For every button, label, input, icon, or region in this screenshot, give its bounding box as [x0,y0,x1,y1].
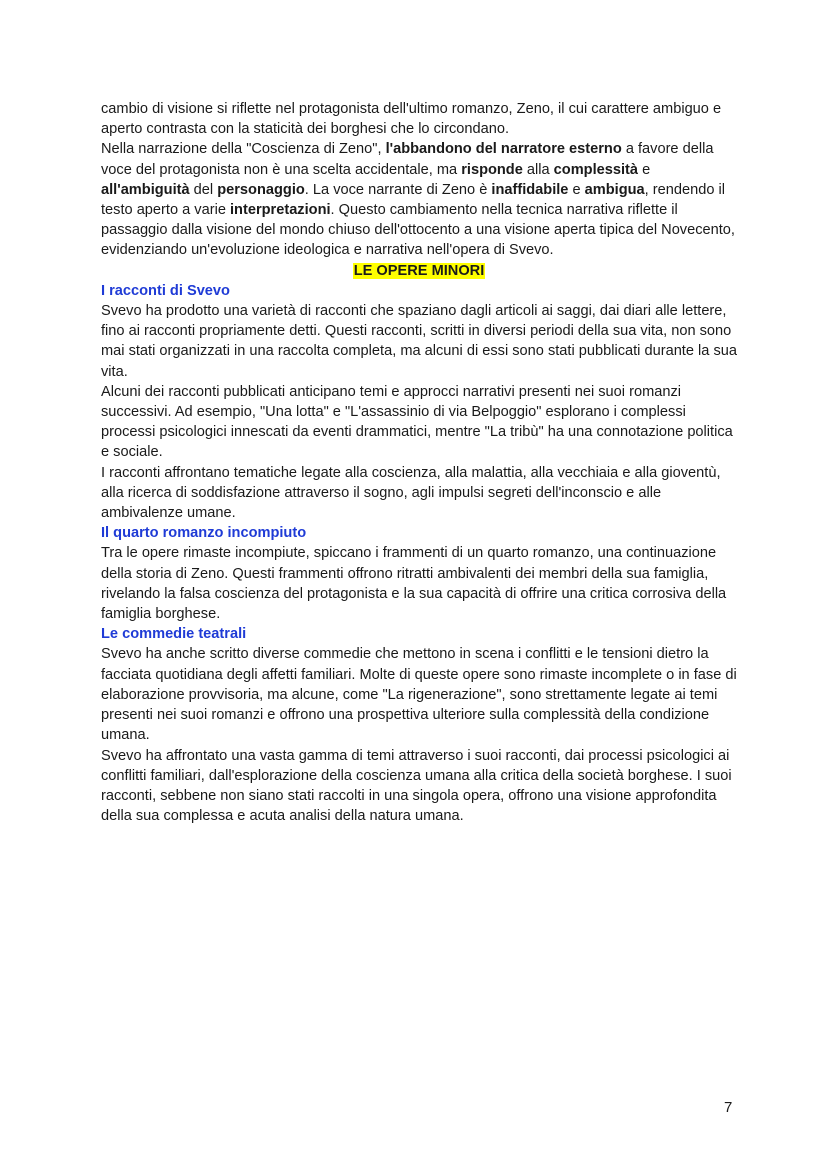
section-title-highlight: LE OPERE MINORI [353,262,485,279]
text-run: . La voce narrante di Zeno è [304,181,492,198]
racconti-paragraph-2: Alcuni dei racconti pubblicati anticipano temi e approcci narrativi presenti nei suoi romanzi successivi. Ad esempio, "Una lotta" e "L'assassinio di via Belpoggio" esplorano i complessi processi psicologici innescati da eventi drammatici, mentre "La tribù" ha una connotazione politica e sociale. [101,383,733,461]
racconti-paragraph-1: Svevo ha prodotto una varietà di racconti che spaziano dagli articoli ai saggi, dai diari alle lettere, fino ai racconti propriamente detti. Questi racconti, scritti in diversi periodi della sua vita, non sono mai stati organizzati in una raccolta completa, ma alcuni di essi sono stati pubblicati durante la sua vita. [101,303,737,380]
bold-phrase: interpretazioni [230,202,331,219]
heading-quarto-romanzo: Il quarto romanzo incompiuto [101,525,307,542]
text-run: a favore della voce del protagonista non è una scelta accidentale, ma [101,141,714,178]
text-run: e [568,181,585,198]
commedie-paragraph-1: Svevo ha anche scritto diverse commedie che mettono in scena i conflitti e le tensioni dietro la facciata quotidiana degli affetti familiari. Molte di queste opere sono rimaste incomplete o in fase di elaborazione provvisoria, ma alcune, come "La rigenerazione", sono strettamente legate ai temi presenti nei suoi romanzi e offrono una prospettiva ulteriore sulla complessità della condizione umana. [101,646,737,744]
commedie-paragraph-2: Svevo ha affrontato una vasta gamma di temi attraverso i suoi racconti, dai processi psicologici ai conflitti familiari, dall'esplorazione della coscienza umana alla critica della società borghese. I suoi racconti, sebbene non siano stati raccolti in una singola opera, offrono una visione approfondita della sua complessa e acuta analisi della natura umana. [101,747,732,825]
bold-phrase: inaffidabile [491,181,569,198]
text-run: alla [522,161,554,178]
quarto-romanzo-paragraph-1: Tra le opere rimaste incompiute, spiccano i frammenti di un quarto romanzo, una continuazione della storia di Zeno. Questi frammenti offrono ritratti ambivalenti dei membri della sua famiglia, rivelando la falsa coscienza del protagonista e la sua capacità di offrire una critica corrosiva della famiglia borghese. [101,545,727,623]
racconti-paragraph-3: I racconti affrontano tematiche legate alla coscienza, alla malattia, alla vecchiaia e alla gioventù, alla ricerca di soddisfazione attraverso il sogno, agli impulsi segreti dell'inconscio e alle ambivalenze umane. [101,464,721,522]
intro-paragraph-2 [101,139,737,260]
text-run: e [638,161,651,178]
intro-paragraph-1: cambio di visione si riflette nel protagonista dell'ultimo romanzo, Zeno, il cui carattere ambiguo e aperto contrasta con la staticità dei borghesi che lo circondano. [101,101,722,138]
page-content [101,99,737,826]
section-title [101,261,737,281]
text-run: . Questo cambiamento nella tecnica narrativa riflette il passaggio dalla visione del mondo chiuso dell'ottocento a una visione aperta tipica del Novecento, evidenziando un'evoluzione ideologica e narrativa nell'opera di Svevo. [101,202,735,259]
page-number: 7 [724,1099,733,1116]
text-run: Nella narrazione della "Coscienza di Zeno", [101,141,386,158]
heading-commedie: Le commedie teatrali [101,626,247,643]
bold-phrase: personaggio [217,181,305,198]
bold-phrase: ambigua [584,181,645,198]
bold-phrase: all'ambiguità [101,181,190,198]
heading-racconti: I racconti di Svevo [101,282,230,299]
text-run: del [189,181,218,198]
text-run: , rendendo il testo aperto a varie [101,181,725,219]
bold-phrase: risponde [461,161,523,178]
bold-phrase: l'abbandono del narratore esterno [385,141,622,158]
bold-phrase: complessità [553,161,639,178]
